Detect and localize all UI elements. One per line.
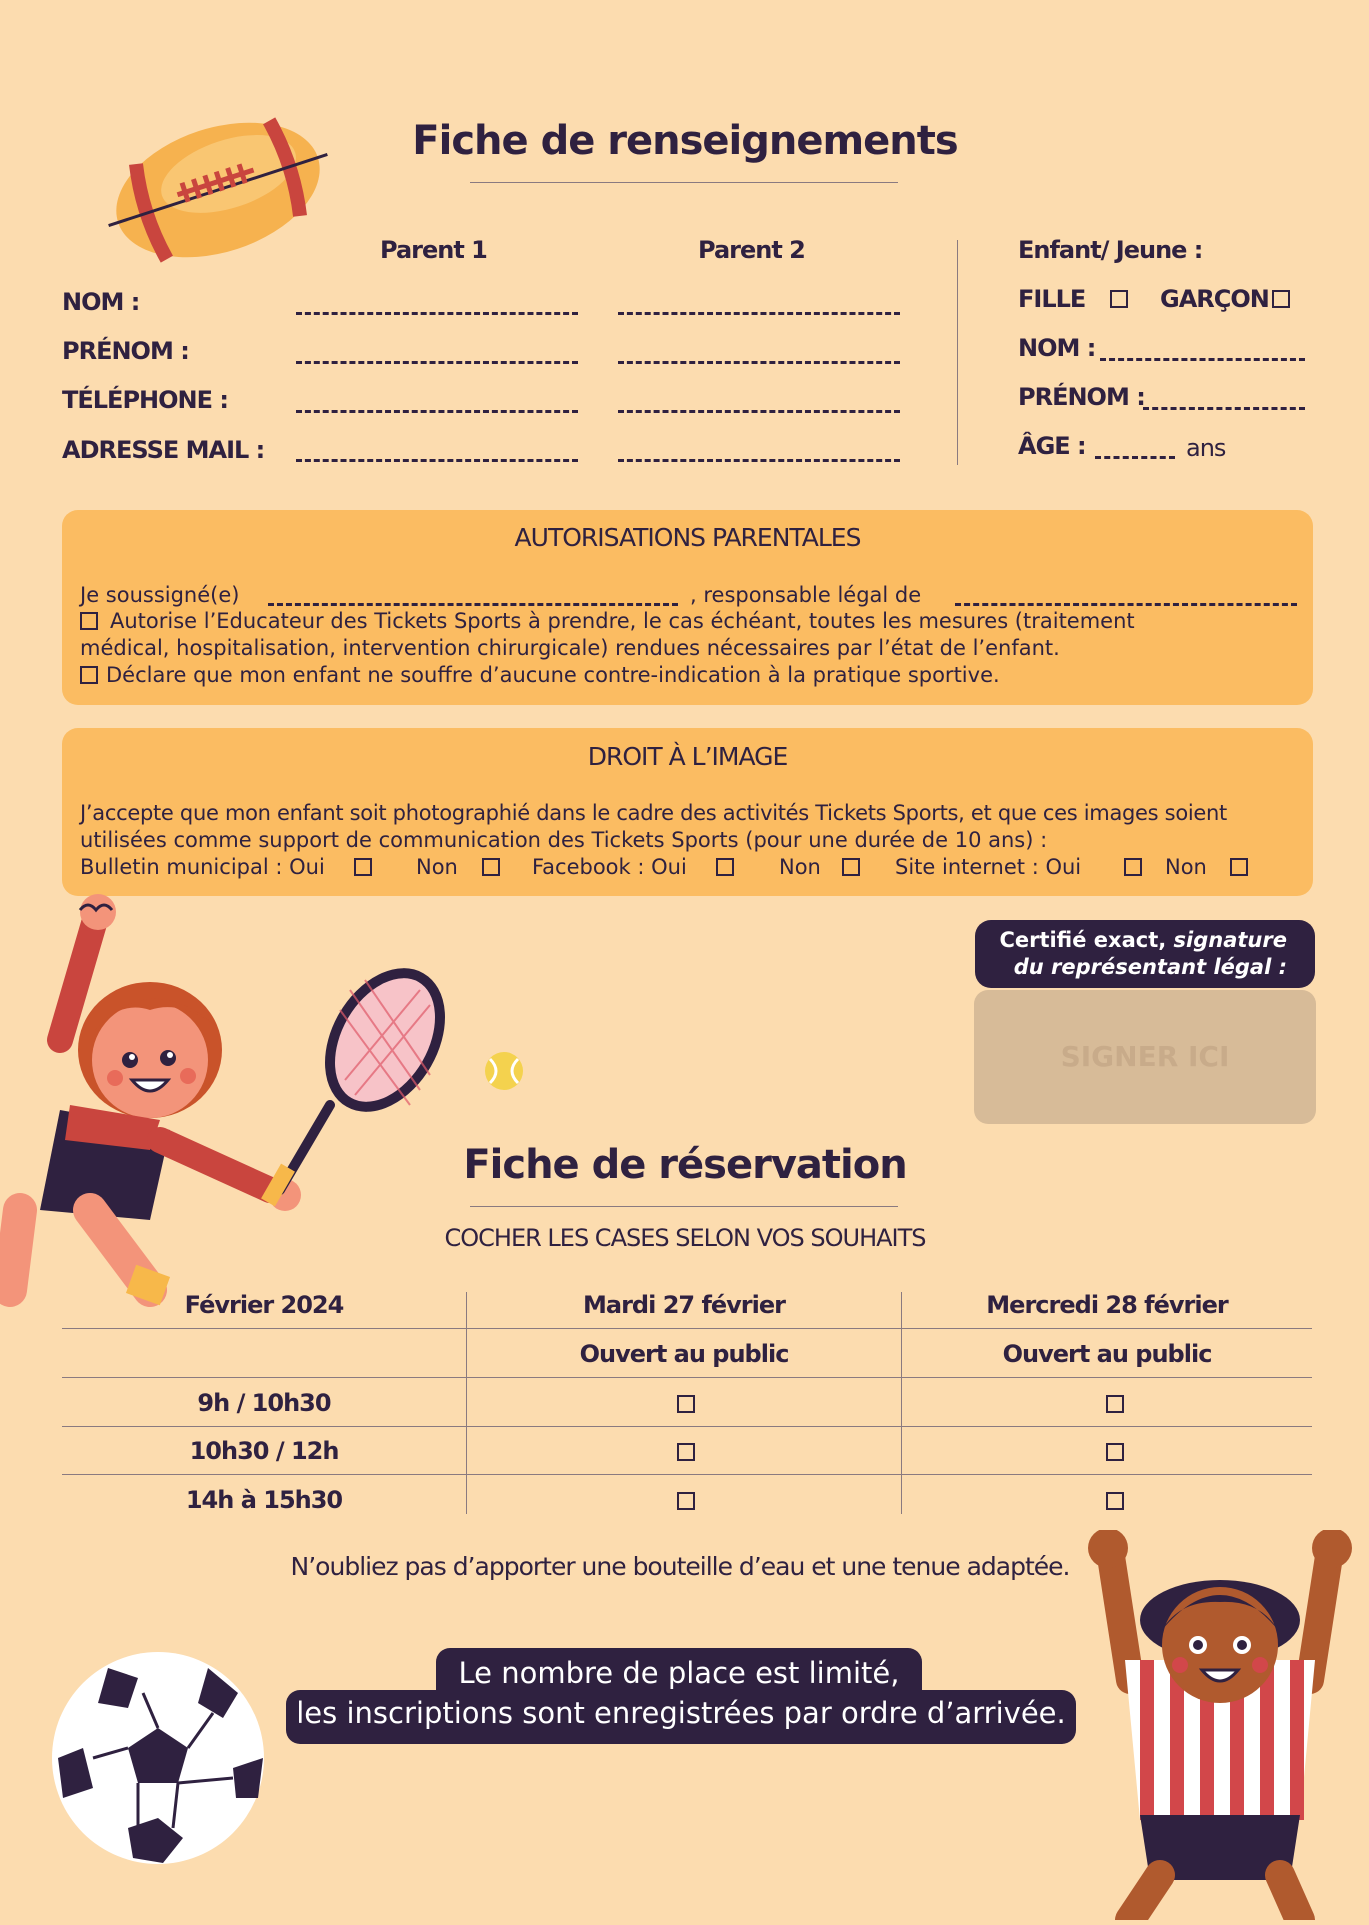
authorize-care-line2: médical, hospitalisation, intervention chirurgicale) rendues nécessaires par l’état de l’enfant.: [80, 636, 1060, 660]
field-label-nom: NOM :: [62, 288, 140, 316]
undersigned-label: Je soussigné(e): [80, 583, 240, 607]
signature-header-line1: [975, 928, 1287, 952]
slot2-tuesday-checkbox[interactable]: [677, 1443, 695, 1461]
parent2-email-field[interactable]: [618, 459, 900, 462]
guardian-of-field[interactable]: [955, 603, 1297, 606]
registration-title: Fiche de renseignements: [412, 118, 958, 164]
child-title: Enfant/ Jeune :: [1018, 236, 1203, 264]
child-nom-label: NOM :: [1018, 334, 1096, 362]
guardian-of-label: , responsable légal de: [690, 583, 922, 607]
slot3-wednesday-checkbox[interactable]: [1106, 1492, 1124, 1510]
facebook-no-checkbox[interactable]: [842, 858, 860, 876]
girl-tennis-illustration: [0, 890, 460, 1330]
no-contraindication-text: Déclare que mon enfant ne souffre d’aucune contre-indication à la pratique sportive.: [106, 663, 1000, 687]
certified-text: Certifié exact,: [999, 928, 1174, 952]
slot-label-3: 14h à 15h30: [185, 1486, 343, 1514]
field-label-telephone: TÉLÉPHONE :: [62, 386, 228, 414]
reminder-text: N’oubliez pas d’apporter une bouteille d’eau et une tenue adaptée.: [290, 1552, 1070, 1581]
child-prenom-label: PRÉNOM :: [1018, 383, 1145, 411]
parent2-telephone-field[interactable]: [618, 410, 900, 413]
reservation-title: Fiche de réservation: [463, 1142, 907, 1188]
soccer-ball-illustration: [48, 1648, 268, 1868]
title-underline: [470, 182, 898, 183]
tennis-ball-illustration: [484, 1051, 524, 1091]
slot1-tuesday-checkbox[interactable]: [677, 1395, 695, 1413]
parent2-header: Parent 2: [698, 236, 805, 264]
authorize-care-checkbox[interactable]: [80, 612, 98, 630]
notice-line2: les inscriptions sont enregistrées par ordre d’arrivée.: [296, 1696, 1066, 1730]
child-age-label: ÂGE :: [1018, 432, 1086, 460]
reservation-underline: [470, 1206, 898, 1207]
parent1-header: Parent 1: [380, 236, 487, 264]
authorize-care-line1: Autorise l’Educateur des Tickets Sports à prendre, le cas échéant, toutes les mesures (traitement: [110, 609, 1135, 633]
child-girl-label: FILLE: [1018, 285, 1086, 313]
boy-cheering-illustration: [1070, 1530, 1369, 1920]
table-row-line-4: [62, 1474, 1312, 1475]
bulletin-yes-checkbox[interactable]: [354, 858, 372, 876]
bulletin-no-label: Non: [416, 855, 458, 879]
table-header-month: Février 2024: [184, 1291, 344, 1319]
authorizations-title: AUTORISATIONS PARENTALES: [514, 523, 861, 552]
signature-word: signature: [1173, 928, 1287, 952]
website-no-checkbox[interactable]: [1230, 858, 1248, 876]
slot3-tuesday-checkbox[interactable]: [677, 1492, 695, 1510]
website-no-label: Non: [1165, 855, 1207, 879]
boy-checkbox[interactable]: [1272, 290, 1290, 308]
signature-header-line2: du représentant légal :: [1013, 955, 1287, 979]
table-row-line-1: [62, 1328, 1312, 1329]
child-boy-label: GARÇON: [1160, 285, 1269, 313]
facebook-no-label: Non: [779, 855, 821, 879]
table-divider-2: [901, 1292, 902, 1514]
football-illustration: [98, 110, 338, 270]
slot-label-2: 10h30 / 12h: [189, 1437, 339, 1465]
parent1-prenom-field[interactable]: [296, 361, 578, 364]
table-header-wednesday: Mercredi 28 février: [986, 1291, 1228, 1319]
table-row-line-2: [62, 1377, 1312, 1378]
image-rights-line2: utilisées comme support de communication des Tickets Sports (pour une durée de 10 ans) :: [80, 828, 1048, 852]
child-age-unit: ans: [1186, 434, 1226, 462]
child-nom-field[interactable]: [1100, 358, 1305, 361]
field-label-email: ADRESSE MAIL :: [62, 436, 265, 464]
table-row-line-3: [62, 1426, 1312, 1427]
parent2-prenom-field[interactable]: [618, 361, 900, 364]
undersigned-field[interactable]: [268, 603, 678, 606]
field-label-prenom: PRÉNOM :: [62, 337, 189, 365]
slot1-wednesday-checkbox[interactable]: [1106, 1395, 1124, 1413]
parent1-telephone-field[interactable]: [296, 410, 578, 413]
child-prenom-field[interactable]: [1143, 407, 1305, 410]
column-divider: [957, 240, 958, 465]
no-contraindication-checkbox[interactable]: [80, 666, 98, 684]
reservation-subtitle: COCHER LES CASES SELON VOS SOUHAITS: [444, 1224, 926, 1252]
parent1-email-field[interactable]: [296, 459, 578, 462]
slot-label-1: 9h / 10h30: [197, 1389, 331, 1417]
table-header-tuesday: Mardi 27 février: [583, 1291, 785, 1319]
bulletin-no-checkbox[interactable]: [482, 858, 500, 876]
tuesday-status: Ouvert au public: [579, 1340, 789, 1368]
wednesday-status: Ouvert au public: [1002, 1340, 1212, 1368]
child-age-field[interactable]: [1095, 456, 1175, 459]
website-yes-checkbox[interactable]: [1124, 858, 1142, 876]
bulletin-label: Bulletin municipal : Oui: [80, 855, 325, 879]
image-rights-line1: J’accepte que mon enfant soit photographié dans le cadre des activités Tickets Sports, et que ces images soient: [80, 801, 1227, 825]
facebook-yes-checkbox[interactable]: [716, 858, 734, 876]
signature-placeholder: SIGNER ICI: [1060, 1040, 1230, 1073]
notice-line1: Le nombre de place est limité,: [458, 1656, 900, 1690]
image-rights-title: DROIT À L’IMAGE: [587, 742, 788, 771]
parent2-nom-field[interactable]: [618, 312, 900, 315]
parent1-nom-field[interactable]: [296, 312, 578, 315]
slot2-wednesday-checkbox[interactable]: [1106, 1443, 1124, 1461]
facebook-label: Facebook : Oui: [532, 855, 687, 879]
girl-checkbox[interactable]: [1110, 290, 1128, 308]
website-label: Site internet : Oui: [895, 855, 1082, 879]
table-divider-1: [466, 1292, 467, 1514]
